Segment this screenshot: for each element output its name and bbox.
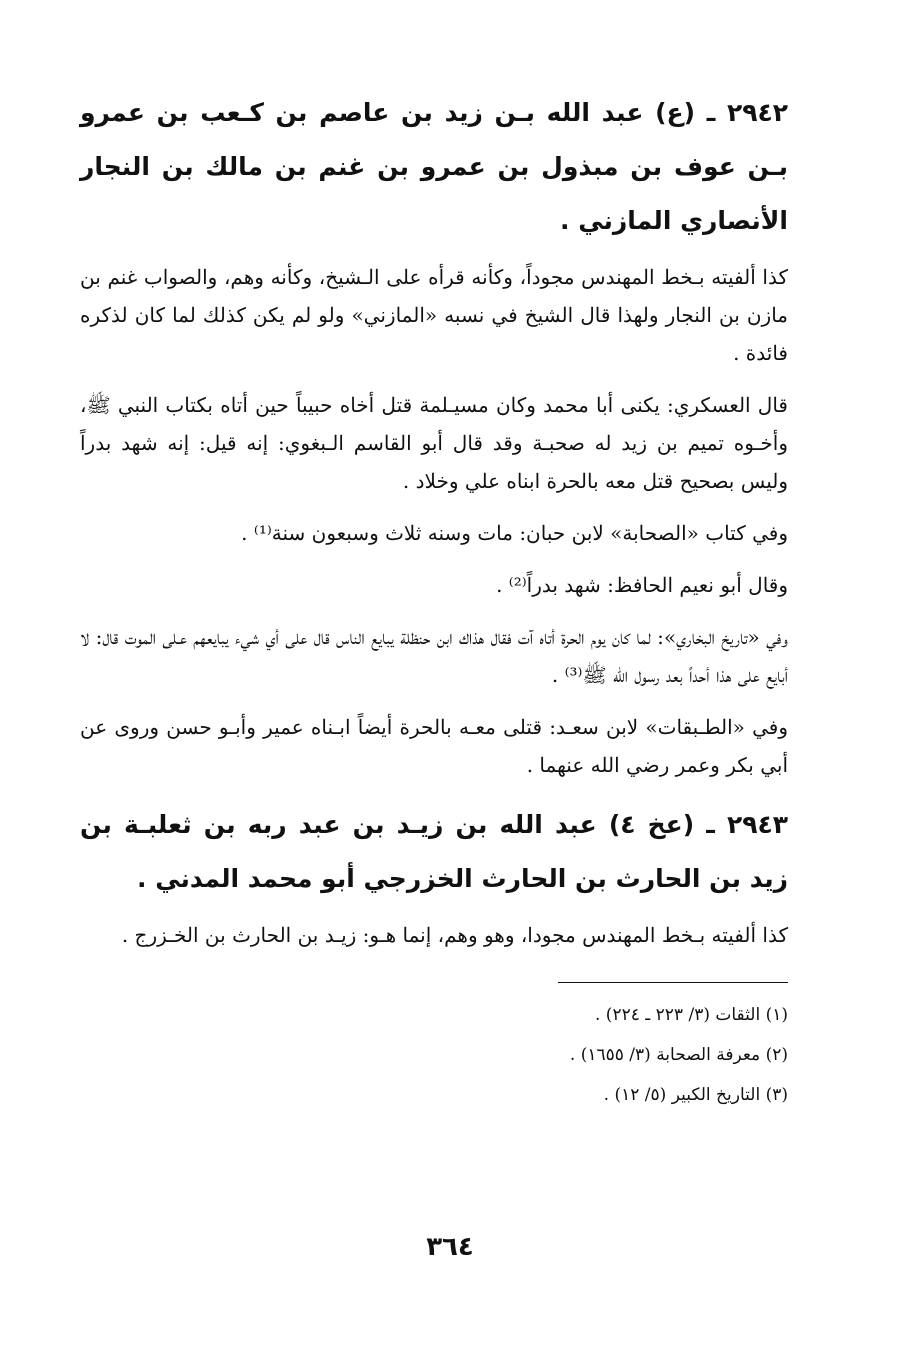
entry-heading: ٢٩٤٢ ـ (ع) عبد الله بـن زيد بن عاصم بن كـعب بن عمرو بـن عوف بن مبذول بن عمرو بن غنم بن مالك بن النجار الأنصاري المازني . <box>80 98 788 235</box>
page-number: ٣٦٤ <box>426 1232 474 1262</box>
entry-heading: ٢٩٤٣ ـ (عخ ٤) عبد الله بن زيـد بن عبد ربه بن ثعلبـة بن زيد بن الحارث بن الحارث الخزرجي أبو محمد المدني . <box>80 810 788 893</box>
paragraph: كذا ألفيته بـخط المهندس مجودا، وهو وهم، إنما هـو: زيـد بن الحارث بن الخـزرج . <box>121 923 788 947</box>
entry-2942 <box>80 86 788 784</box>
footnote: (٣) التاريخ الكبير (٥/ ١٢) . <box>603 1085 788 1105</box>
paragraph: وفي «تاريخ البخاري»: لما كان يوم الحرة أتاه آت فقال هذاك ابن حنظلة يبايع الناس قال على أي شيء يبايعهم عـلى الموت قال: لا أبايع على هذا أحداً بعد رسول الله ﷺ⁽³⁾ . <box>80 625 788 687</box>
entry-2943 <box>80 798 788 954</box>
footnotes <box>80 995 788 1115</box>
paragraph: وفي كتاب «الصحابة» لابن حبان: مات وسنه ثلاث وسبعون سنة⁽¹⁾ . <box>241 521 788 545</box>
footnote-divider <box>558 982 788 983</box>
footnote: (٢) معرفة الصحابة (٣/ ١٦٥٥) . <box>569 1045 788 1065</box>
paragraph: قال العسكري: يكنى أبا محمد وكان مسيـلمة قتل أخاه حبيباً حين أتاه بكتاب النبي ﷺ، وأخـوه تميم بن زيد له صحبـة وقد قال أبو القاسم الـبغوي: إنه قيل: إنه شهد بدراً وليس بصحيح قتل معه بالحرة ابناه علي وخلاد . <box>80 393 788 493</box>
paragraph: وقال أبو نعيم الحافظ: شهد بدراً⁽²⁾ . <box>496 573 788 597</box>
paragraph: وفي «الطـبقات» لابن سعـد: قتلى معـه بالحرة أيضاً ابـناه عمير وأبـو حسن وروى عن أبي بكر وعمر رضي الله عنهما . <box>80 715 788 777</box>
footnote: (١) الثقات (٣/ ٢٢٣ ـ ٢٢٤) . <box>594 1005 788 1025</box>
paragraph: كذا ألفيته بـخط المهندس مجوداً، وكأنه قرأه على الـشيخ، وكأنه وهم، والصواب غنم بن مازن بن النجار ولهذا قال الشيخ في نسبه «المازني» ولو لم يكن كذلك لما كان لذكره فائدة . <box>80 265 788 365</box>
